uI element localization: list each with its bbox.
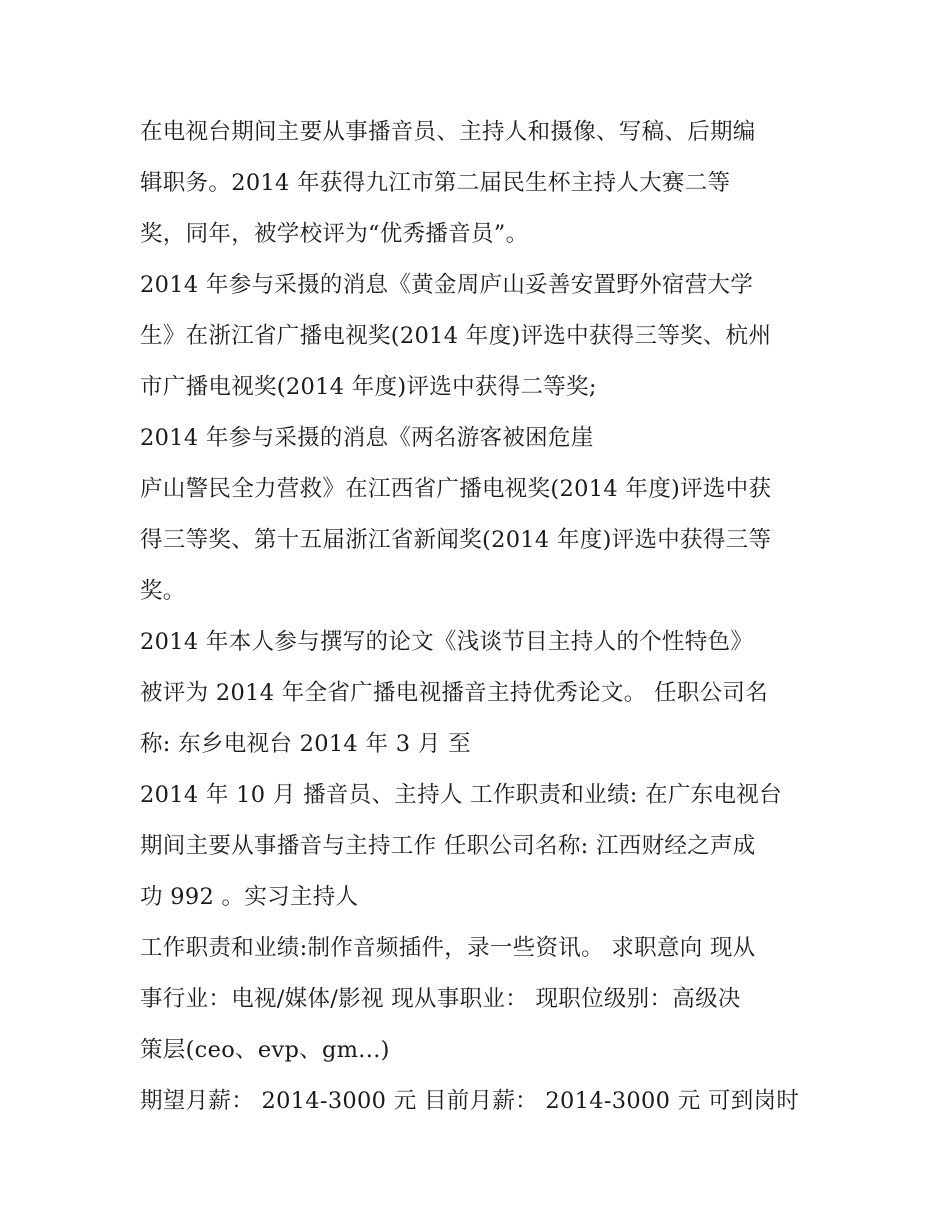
text-line: 辑职务。2014 年获得九江市第二届民生杯主持人大赛二等 <box>140 170 731 196</box>
text-line: 称: 东乡电视台 2014 年 3 月 至 <box>140 731 471 757</box>
text-line: 工作职责和业绩:制作音频插件，录一些资讯。 求职意向 现从 <box>140 935 756 961</box>
text-line: 奖。 <box>140 578 186 604</box>
text-line: 2014 年本人参与撰写的论文《浅谈节目主持人的个性特色》 <box>140 629 754 655</box>
text-line: 2014 年参与采摄的消息《两名游客被困危崖 <box>140 425 594 451</box>
text-line: 市广播电视奖(2014 年度)评选中获得二等奖; <box>140 374 597 400</box>
text-line: 庐山警民全力营救》在江西省广播电视奖(2014 年度)评选中获 <box>140 476 772 502</box>
text-line: 在电视台期间主要从事播音员、主持人和摄像、写稿、后期编 <box>140 119 756 145</box>
text-line: 事行业：电视/媒体/影视 现从事职业： 现职位级别：高级决 <box>140 986 741 1012</box>
text-line: 期间主要从事播音与主持工作 任职公司名称: 江西财经之声成 <box>140 833 756 859</box>
text-line: 奖，同年，被学校评为“优秀播音员”。 <box>140 221 529 247</box>
text-line: 期望月薪： 2014-3000 元 目前月薪： 2014-3000 元 可到岗时 <box>140 1088 800 1114</box>
text-line: 被评为 2014 年全省广播电视播音主持优秀论文。 任职公司名 <box>140 680 769 706</box>
text-line: 2014 年 10 月 播音员、主持人 工作职责和业绩: 在广东电视台 <box>140 782 782 808</box>
text-line: 策层(ceo、evp、gm...) <box>140 1037 390 1063</box>
text-line: 得三等奖、第十五届浙江省新闻奖(2014 年度)评选中获得三等 <box>140 527 772 553</box>
document-body <box>140 107 830 1127</box>
text-line: 生》在浙江省广播电视奖(2014 年度)评选中获得三等奖、杭州 <box>140 323 772 349</box>
text-line: 功 992 。实习主持人 <box>140 884 359 910</box>
text-line: 2014 年参与采摄的消息《黄金周庐山妥善安置野外宿营大学 <box>140 272 754 298</box>
